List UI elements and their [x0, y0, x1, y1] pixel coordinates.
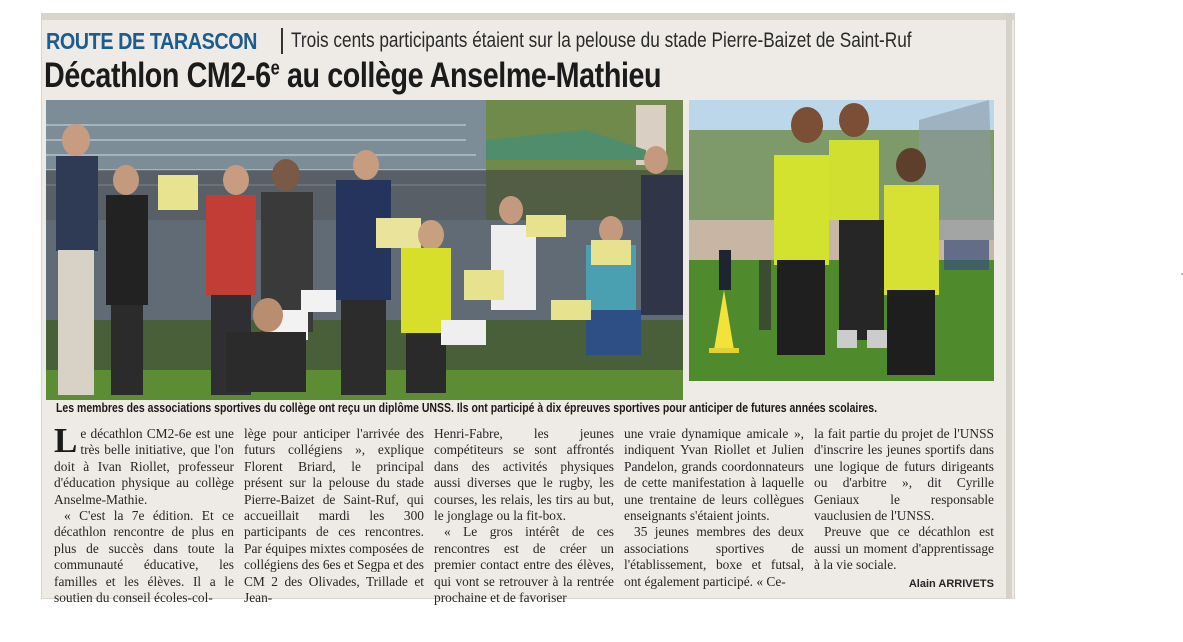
article-body [54, 421, 1002, 606]
paragraph: une vraie dynamique amicale », indiquent Yvan Riollet et Julien Pandelon, grands coordonnateurs de cette manifestation à laquelle une trentaine de leurs collègues enseignants s'étaient joints. [624, 426, 804, 524]
paragraph: 35 jeunes membres des deux associations sportives de l'établissement, boxe et futsal, ont également participé. « Ce- [624, 524, 804, 589]
headline-main: Décathlon CM2-6 [44, 56, 271, 95]
subheadline: Trois cents participants étaient sur la pelouse du stade Pierre-Baizet de Saint-Ruf [291, 29, 912, 52]
kicker-row [46, 26, 1048, 56]
photo-caption: Les membres des associations sportives du collège ont reçu un diplôme UNSS. Ils ont participé à dix épreuves sportives pour anticiper de futures années scolaires. [56, 401, 878, 415]
paragraph-text: e décathlon CM2-6e est une très belle initiative, que l'on doit à Ivan Riollet, professeur d'éducation physique au collège Anselme-Mathie. [54, 426, 234, 507]
drop-cap: L [54, 421, 78, 460]
headline-superscript: e [270, 57, 280, 80]
headline-rest: au collège Anselme-Mathieu [279, 56, 662, 95]
headline [44, 56, 661, 96]
kicker-divider [281, 28, 283, 54]
group-photo [46, 100, 683, 400]
paragraph: « C'est la 7e édition. Et ce décathlon rencontre de plus en plus de succès dans toute la communauté éducative, les familles et les élèves. Il a le soutien du conseil écoles-col- [54, 508, 234, 606]
section-kicker: ROUTE DE TARASCON [46, 27, 258, 54]
paragraph: la fait partie du projet de l'UNSS d'inscrire les jeunes sportifs dans une logique de futurs dirigeants ou d'arbitre », dit Cyrille Geniaux le responsable vauclusien de l'UNSS. [814, 426, 994, 524]
paragraph [54, 421, 234, 508]
column-2 [244, 426, 424, 606]
column-4 [624, 426, 804, 594]
byline: Alain ARRIVETS [908, 577, 994, 590]
paragraph: Henri-Fabre, les jeunes compétiteurs se sont affrontés dans des activités physiques aussi diverses que le rugby, les courses, les relais, les tirs au but, le jonglage ou la fit-box. [434, 426, 614, 524]
paragraph: « Le gros intérêt de ces rencontres est de créer un premier contact entre des élèves, qui vont se retrouver à la rentrée prochaine et de favoriser [434, 524, 614, 606]
column-3 [434, 426, 614, 606]
paragraph: lège pour anticiper l'arrivée des futurs collégiens », explique Florent Briard, le principal présent sur la pelouse du stade Pierre-Baizet de Saint-Ruf, qui accueillait mardi les 300 participants de ces rencontres. Par équipes mixtes composées de collégiens des 6es et Segpa et des CM 2 des Olivades, Trillade et Jean- [244, 426, 424, 606]
scan-edge [1006, 14, 1012, 598]
newspaper-clipping [42, 14, 1014, 606]
paragraph: Preuve que ce décathlon est aussi un moment d'apprentissage à la vie sociale. [814, 524, 994, 573]
action-photo [689, 100, 994, 381]
column-1 [54, 421, 234, 606]
top-edge [42, 14, 1014, 20]
column-5 [814, 426, 994, 594]
